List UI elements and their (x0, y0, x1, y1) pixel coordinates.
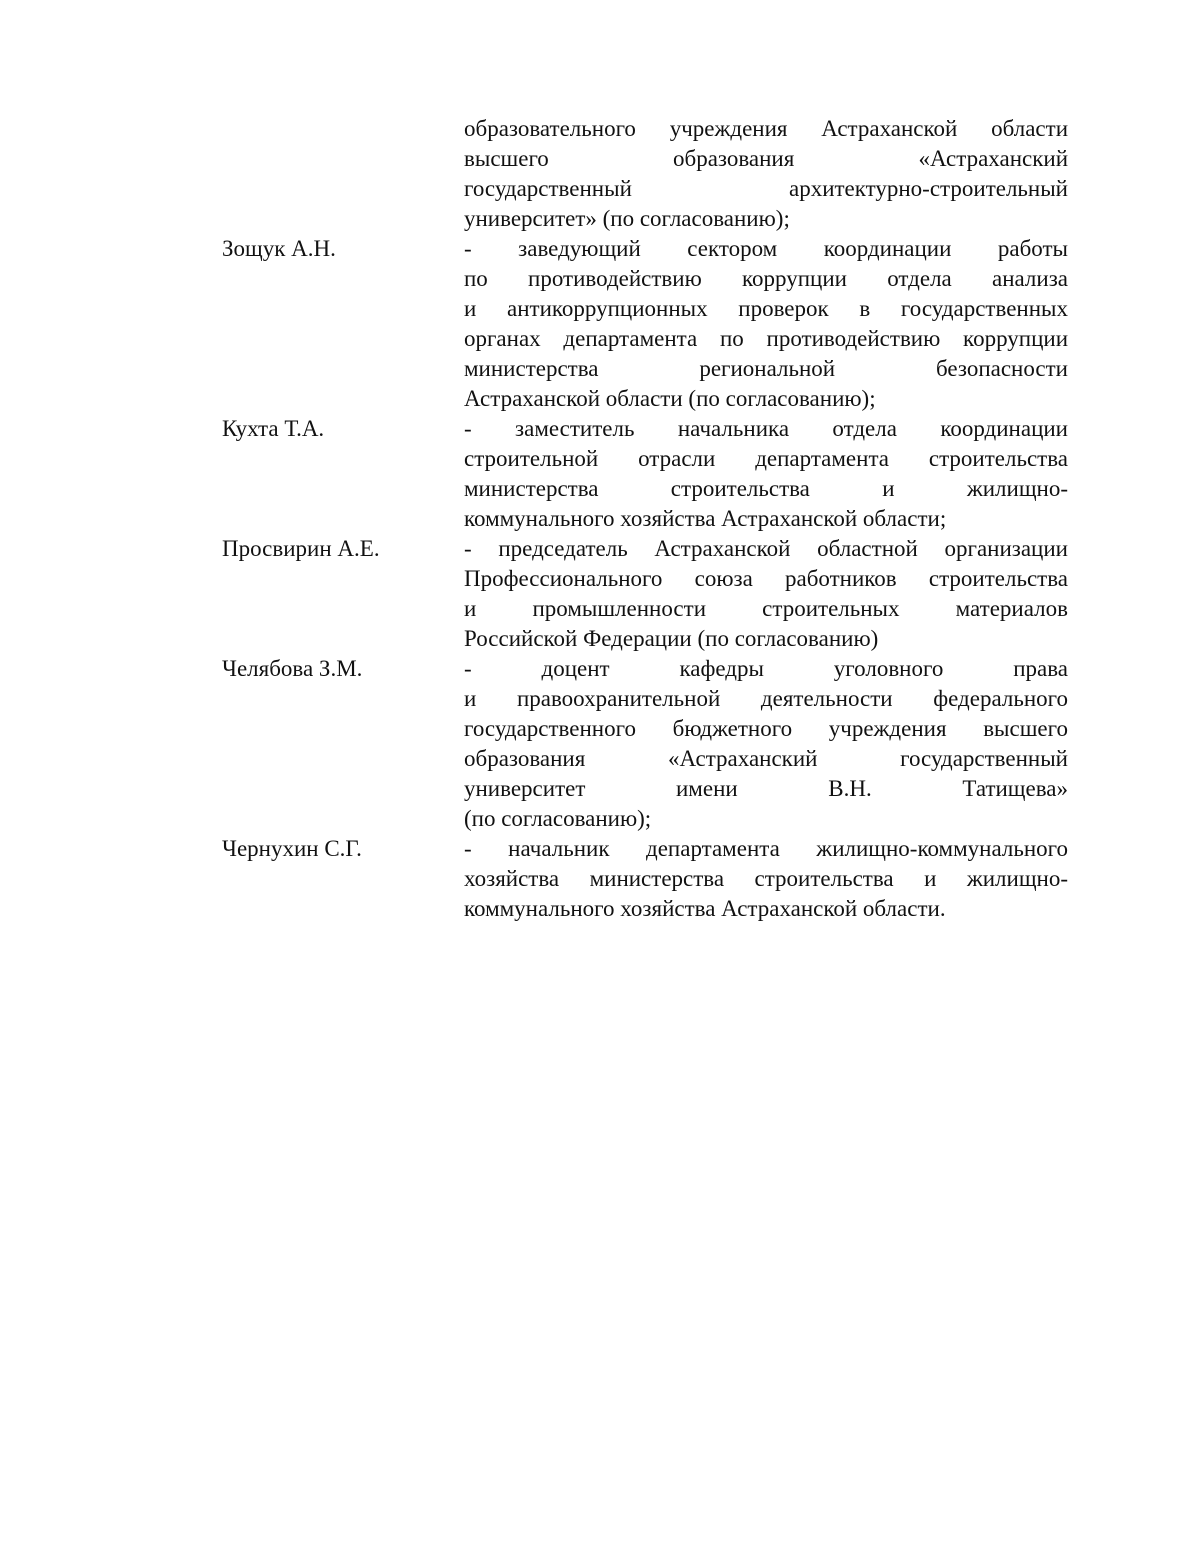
position-line: университет» (по согласованию); (464, 206, 790, 231)
member-position (464, 654, 1068, 834)
position-line: - заместитель начальника отдела координации (464, 416, 1068, 441)
member-name: Чернухин С.Г. (222, 836, 362, 861)
position-line: Астраханской области (по согласованию); (464, 386, 876, 411)
position-line: министерства региональной безопасности (464, 356, 1068, 381)
member-position (464, 114, 1068, 234)
member-entry-chelyabova (222, 654, 1068, 834)
member-entry-chernukhin (222, 834, 1068, 924)
position-line: Российской Федерации (по согласованию) (464, 626, 879, 651)
position-line: университет имени В.Н. Татищева» (464, 776, 1068, 801)
position-line: государственный архитектурно-строительный (464, 176, 1068, 201)
position-line: образования «Астраханский государственный (464, 746, 1068, 771)
position-line: - начальник департамента жилищно-коммунального (464, 836, 1068, 861)
member-name: Просвирин А.Е. (222, 536, 380, 561)
position-line: по противодействию коррупции отдела анализа (464, 266, 1068, 291)
member-entry-continued (222, 114, 1068, 234)
position-line: коммунального хозяйства Астраханской области. (464, 896, 946, 921)
member-name: Зощук А.Н. (222, 236, 336, 261)
position-line: строительной отрасли департамента строительства (464, 446, 1068, 471)
member-entry-zoshchuk (222, 234, 1068, 414)
position-line: - заведующий сектором координации работы (464, 236, 1068, 261)
member-position (464, 414, 1068, 534)
position-line: образовательного учреждения Астраханской области (464, 116, 1068, 141)
position-line: - председатель Астраханской областной организации (464, 536, 1068, 561)
member-position (464, 834, 1068, 924)
position-line: высшего образования «Астраханский (464, 146, 1068, 171)
position-line: коммунального хозяйства Астраханской области; (464, 506, 947, 531)
position-line: и правоохранительной деятельности федерального (464, 686, 1068, 711)
position-line: и антикоррупционных проверок в государственных (464, 296, 1068, 321)
member-name: Кухта Т.А. (222, 416, 325, 441)
commission-member-list (222, 114, 1068, 924)
member-position (464, 534, 1068, 654)
member-position (464, 234, 1068, 414)
member-entry-prosvirin (222, 534, 1068, 654)
position-line: министерства строительства и жилищно- (464, 476, 1068, 501)
position-line: (по согласованию); (464, 806, 652, 831)
member-name: Челябова З.М. (222, 656, 363, 681)
position-line: государственного бюджетного учреждения высшего (464, 716, 1068, 741)
position-line: органах департамента по противодействию коррупции (464, 326, 1068, 351)
position-line: хозяйства министерства строительства и жилищно- (464, 866, 1068, 891)
position-line: Профессионального союза работников строительства (464, 566, 1068, 591)
position-line: - доцент кафедры уголовного права (464, 656, 1068, 681)
member-entry-kukhta (222, 414, 1068, 534)
position-line: и промышленности строительных материалов (464, 596, 1068, 621)
